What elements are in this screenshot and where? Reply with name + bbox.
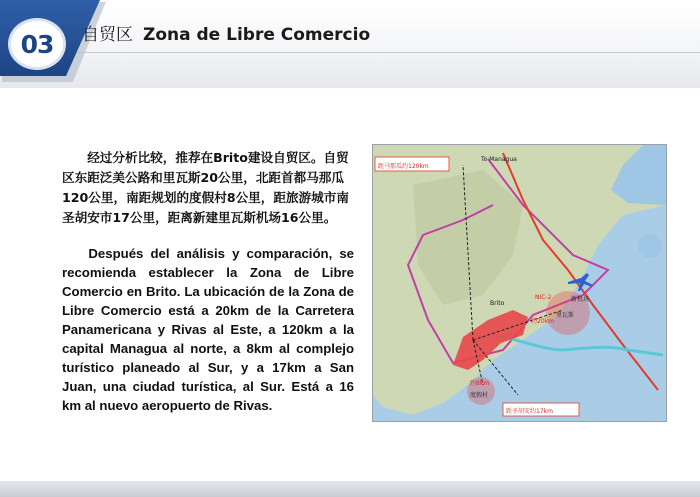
san-juan-distance-label: 距圣胡安约17km xyxy=(506,408,553,415)
page-title-es: Zona de Libre Comercio xyxy=(143,25,371,45)
location-map xyxy=(372,144,667,422)
rivas-distance-label: 约20km xyxy=(531,318,554,325)
page-title xyxy=(82,20,370,45)
header-divider xyxy=(60,52,700,53)
brito-label: Brito xyxy=(490,300,505,307)
rivas-label: 里瓦斯 xyxy=(556,312,575,319)
footer-band xyxy=(0,481,700,497)
resort-label: 度假村 xyxy=(470,392,489,399)
airport-label: 新机场 xyxy=(571,296,590,303)
map-island xyxy=(638,234,662,258)
map-graphic xyxy=(373,145,666,421)
nic2-label: NIC-2 xyxy=(535,294,552,301)
section-number: 03 xyxy=(20,29,54,59)
page-title-zh: 自贸区 xyxy=(82,25,133,45)
resort-distance-label: 约8km xyxy=(470,380,490,387)
paragraph-chinese: 经过分析比较，推荐在Brito建设自贸区。自贸区东距泛美公路和里瓦斯20公里，北距首都马那瓜120公里，南距规划的度假村8公里，距旅游城市南圣胡安市17公里，距离新建里瓦斯机场16公里。 xyxy=(62,150,349,225)
paragraph-spanish: Después del análisis y comparación, se recomienda establecer la Zona de Libre Comercio en Brito. La ubicación de la Zona de Libre Comercio está a 20km de la Carretera Panamericana y Rivas al Este, a 120km a la capital Managua al norte, a 8km al complejo turístico planeado al Sur, y a 17km a San Juan, una ciudad turística, al Sur. Está a 16 km al nuevo aeropuerto de Rivas. xyxy=(62,246,354,413)
managua-distance-label: 距马那瓜约120km xyxy=(378,163,429,170)
to-managua-label: To Managua xyxy=(481,156,517,163)
